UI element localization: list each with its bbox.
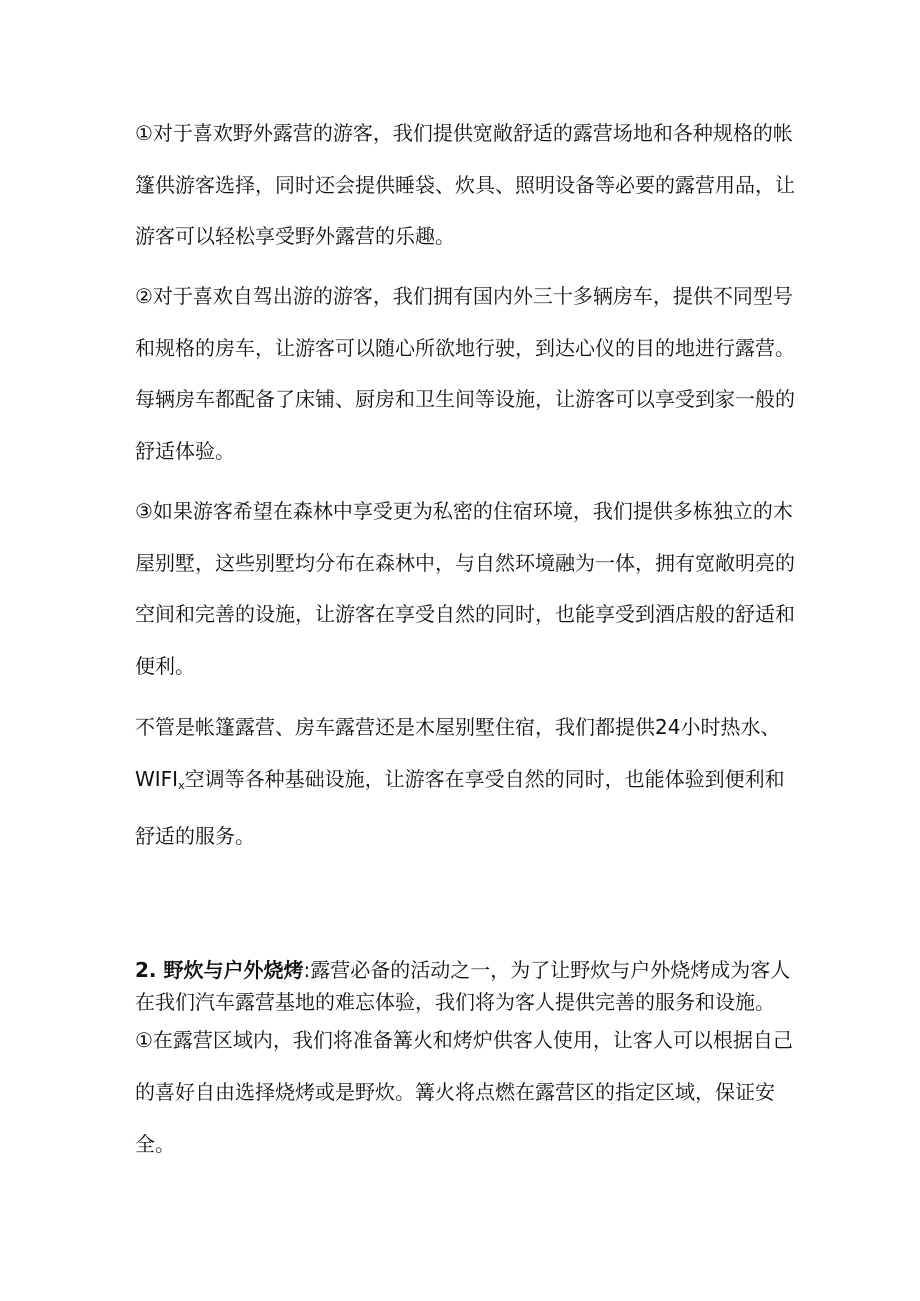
paragraph-campfire-barbecue: ①在露营区域内，我们将准备篝火和烤炉供客人使用，让客人可以根据自己的喜好自由选择烧烤或是野炊。篝火将点燃在露营区的指定区域，保证安全。 [135,1028,793,1156]
paragraph-tent-camping: ①对于喜欢野外露营的游客，我们提供宽敞舒适的露营场地和各种规格的帐篷供游客选择，同时还会提供睡袋、炊具、照明设备等必要的露营用品，让游客可以轻松享受野外露营的乐趣。 [135,121,795,248]
section-description: :露营必备的活动之一，为了让野炊与户外烧烤成为客人在我们汽车露营基地的难忘体验，我们将为客人提供完善的服务和设施。 [135,958,791,1014]
facilities-summary-subscript: x [178,778,185,792]
section-number-title: 2. 野炊与户外烧烤 [135,958,304,982]
paragraph-facilities-summary [135,702,800,863]
facilities-summary-end: 空调等各种基础设施，让游客在享受自然的同时，也能体验到便利和舒适的服务。 [135,766,785,848]
paragraph-cabin-villa: ③如果游客希望在森林中享受更为私密的住宿环境，我们提供多栋独立的木屋别墅，这些别墅均分布在森林中，与自然环境融为一体，拥有宽敞明亮的空间和完善的设施，让游客在享受自然的同时，也能享受到酒店般的舒适和便利。 [135,499,795,678]
section-heading-paragraph [135,954,800,1018]
facilities-summary-start: 不管是帐篷露营、房车露营还是木屋别墅住宿，我们都提供24小时热水、WIFI [135,715,781,791]
paragraph-rv-camping: ②对于喜欢自驾出游的游客，我们拥有国内外三十多辆房车，提供不同型号和规格的房车，让游客可以随心所欲地行驶，到达心仪的目的地进行露营。每辆房车都配备了床铺、厨房和卫生间等设施，让游客可以享受到家一般的舒适体验。 [135,284,795,463]
